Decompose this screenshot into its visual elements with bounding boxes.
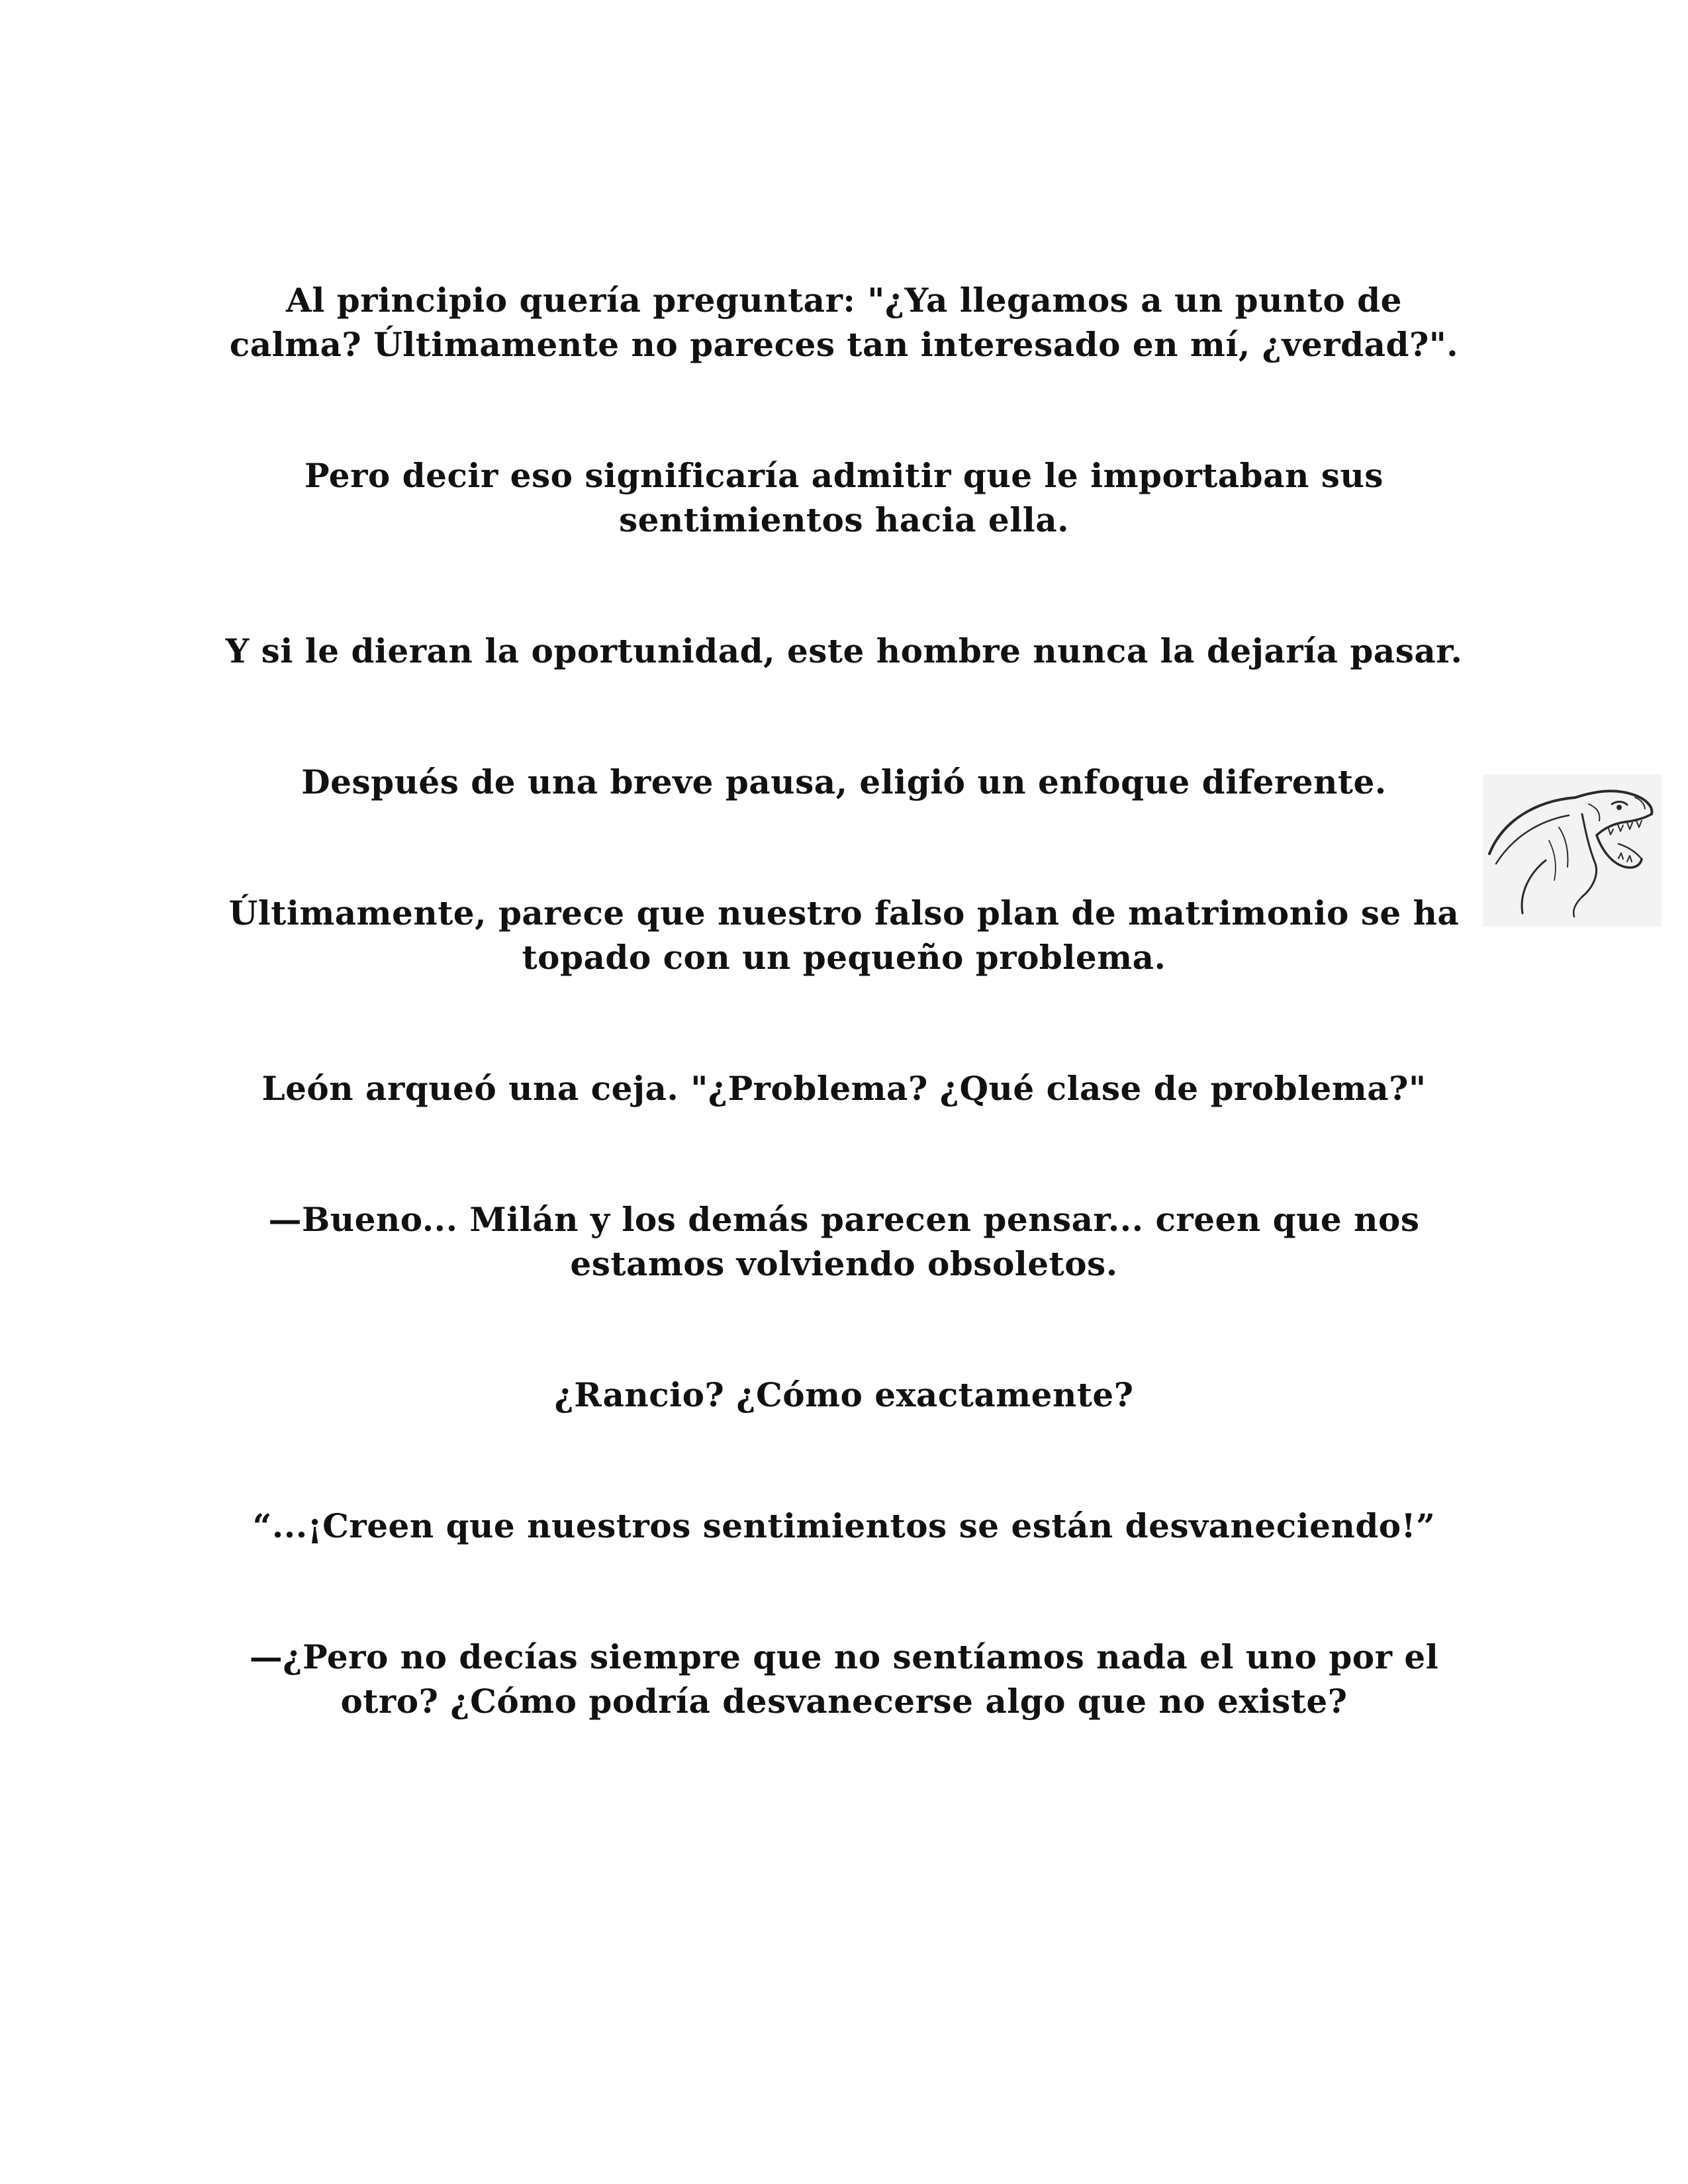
paragraph-2: Pero decir eso significaría admitir que le importaban sus sentimientos hacia ella.: [305, 456, 1383, 539]
paragraph-7: —Bueno... Milán y los demás parecen pensar... creen que nos estamos volviendo obsoletos.: [268, 1200, 1420, 1283]
text-body: [225, 278, 1463, 1723]
paragraph-9: “...¡Creen que nuestros sentimientos se están desvaneciendo!”: [252, 1506, 1436, 1545]
paragraph-5: Últimamente, parece que nuestro falso plan de matrimonio se ha topado con un pequeño problema.: [228, 893, 1460, 977]
paragraph-10: —¿Pero no decías siempre que no sentíamos nada el uno por el otro? ¿Cómo podría desvanecerse algo que no existe?: [249, 1637, 1439, 1721]
dinosaur-sketch-icon: [1483, 774, 1662, 927]
paragraph-3: Y si le dieran la oportunidad, este hombre nunca la dejaría pasar.: [225, 631, 1463, 670]
paragraph-8: ¿Rancio? ¿Cómo exactamente?: [554, 1375, 1134, 1414]
paragraph-6: León arqueó una ceja. "¿Problema? ¿Qué clase de problema?": [261, 1069, 1427, 1108]
paragraph-1: Al principio quería preguntar: "¿Ya llegamos a un punto de calma? Últimamente no pareces tan interesado en mí, ¿verdad?".: [229, 281, 1459, 364]
paragraph-4: Después de una breve pausa, eligió un enfoque diferente.: [301, 762, 1387, 801]
